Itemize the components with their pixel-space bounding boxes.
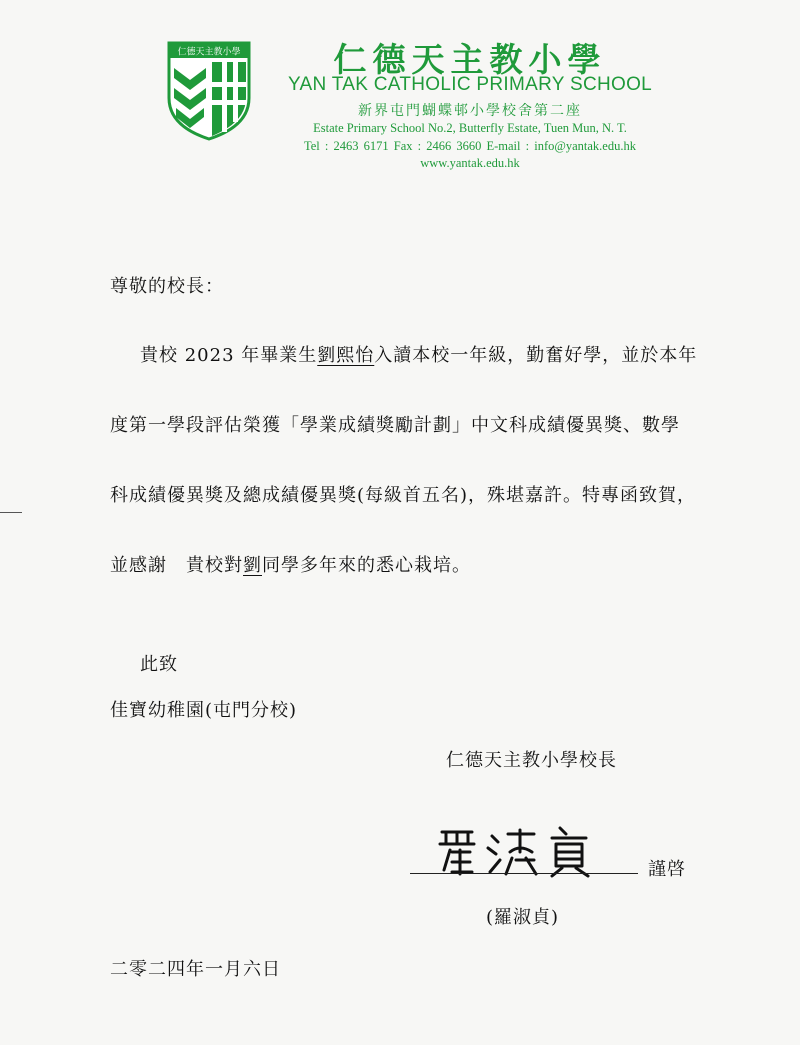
student-name: 劉熙怡 <box>317 345 375 366</box>
website: www.yantak.edu.hk <box>420 156 520 170</box>
address-chinese: 新界屯門蝴蝶邨小學校舍第二座 <box>358 103 582 119</box>
school-name-chinese: 仁德天主教小學 <box>333 40 607 79</box>
signature-line <box>410 873 638 874</box>
body-line-1-end: 入讀本校一年級，勤奮好學，並於本年 <box>374 345 698 366</box>
signer-title: 仁德天主教小學校長 <box>446 750 617 771</box>
signer-name: (羅淑貞) <box>486 907 560 928</box>
student-surname: 劉 <box>243 555 262 576</box>
salutation: 尊敬的校長： <box>110 276 224 297</box>
body-line-1-start: 貴校 2023 年畢業生 <box>140 345 318 366</box>
recipient: 佳寶幼稚園(屯門分校) <box>110 700 298 721</box>
letter-date: 二零二四年一月六日 <box>110 959 281 980</box>
body-line-3: 科成績優異獎及總成績優異獎(每級首五名)，殊堪嘉許。特專函致賀， <box>110 485 697 506</box>
handwritten-signature <box>430 822 610 878</box>
body-line-4 <box>110 551 471 577</box>
contact-info: Tel : 2463 6171 Fax : 2466 3660 E-mail : info@yantak.edu.hk <box>304 139 636 153</box>
crest-text: 仁德天主教小學 <box>177 47 241 58</box>
school-crest-icon <box>166 40 252 142</box>
body-line-4-start: 並感謝 貴校對 <box>110 555 243 576</box>
respect-closing: 謹啓 <box>648 859 686 880</box>
school-name-english: YAN TAK CATHOLIC PRIMARY SCHOOL <box>287 74 653 95</box>
body-line-2: 度第一學段評估榮獲「學業成績獎勵計劃」中文科成績優異獎、數學 <box>110 415 680 436</box>
body-line-4-end: 同學多年來的悉心栽培。 <box>262 555 471 576</box>
address-english: Estate Primary School No.2, Butterfly Estate, Tuen Mun, N. T. <box>313 121 627 135</box>
margin-mark <box>0 512 22 513</box>
body-line-1 <box>140 341 697 367</box>
closing: 此致 <box>140 654 178 675</box>
